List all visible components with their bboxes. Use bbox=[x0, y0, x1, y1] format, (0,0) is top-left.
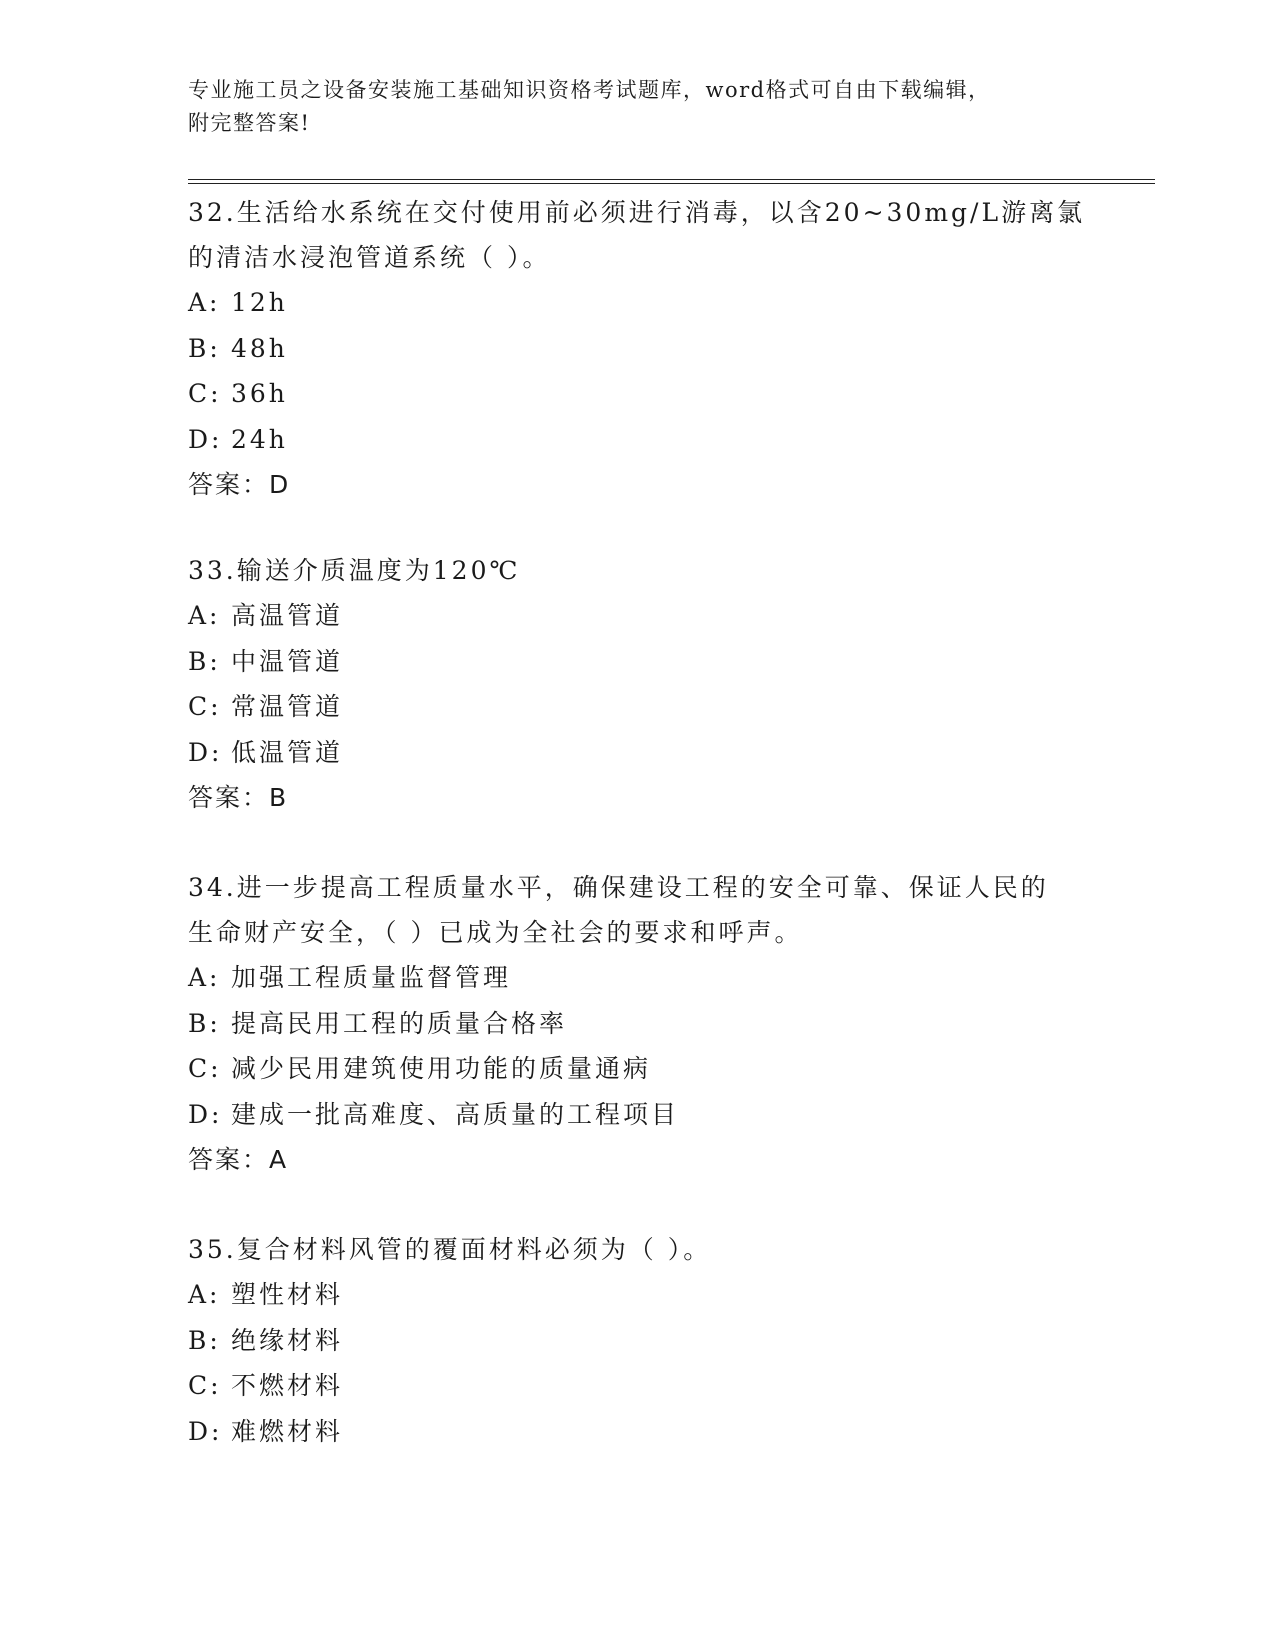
option-b bbox=[188, 1318, 1088, 1364]
option-text: 绝缘材料 bbox=[231, 1325, 344, 1355]
question-32 bbox=[188, 190, 1088, 507]
question-33 bbox=[188, 548, 1088, 820]
option-letter: B: bbox=[188, 1008, 221, 1038]
header-divider-bottom bbox=[188, 183, 1155, 184]
option-b bbox=[188, 639, 1088, 685]
question-34 bbox=[188, 865, 1088, 1182]
option-d bbox=[188, 1409, 1088, 1455]
option-text: 塑性材料 bbox=[231, 1280, 344, 1309]
option-text: 加强工程质量监督管理 bbox=[231, 963, 512, 992]
question-stem-line-2: 的清洁水浸泡管道系统（ ）。 bbox=[188, 243, 551, 272]
option-letter: C: bbox=[188, 1054, 222, 1083]
option-c bbox=[188, 371, 1088, 417]
option-d bbox=[188, 1092, 1088, 1138]
option-a bbox=[188, 955, 1088, 1001]
question-stem-line-1: 35.复合材料风管的覆面材料必须为（ ）。 bbox=[188, 1235, 712, 1264]
option-letter: A: bbox=[188, 963, 221, 992]
option-letter: D: bbox=[188, 424, 223, 454]
option-text: 不燃材料 bbox=[231, 1371, 344, 1400]
option-text: 减少民用建筑使用功能的质量通病 bbox=[231, 1054, 652, 1083]
option-b bbox=[188, 326, 1088, 372]
answer-text: 答案：B bbox=[188, 783, 289, 812]
question-35 bbox=[188, 1227, 1088, 1454]
option-letter: D: bbox=[188, 1416, 223, 1446]
option-letter: B: bbox=[188, 333, 221, 363]
option-text: 提高民用工程的质量合格率 bbox=[231, 1008, 568, 1038]
option-letter: C: bbox=[188, 692, 222, 721]
option-letter: A: bbox=[188, 601, 221, 630]
option-letter: B: bbox=[188, 646, 221, 676]
option-text: 48h bbox=[231, 333, 288, 363]
document-header bbox=[188, 74, 1088, 140]
option-text: 常温管道 bbox=[231, 692, 344, 721]
option-c bbox=[188, 684, 1088, 730]
option-text: 24h bbox=[231, 424, 288, 454]
question-stem-line-1: 34.进一步提高工程质量水平，确保建设工程的安全可靠、保证人民的 bbox=[188, 873, 1049, 902]
option-a bbox=[188, 1272, 1088, 1318]
option-letter: A: bbox=[188, 1280, 221, 1309]
option-d bbox=[188, 730, 1088, 776]
question-stem-line-1: 32.生活给水系统在交付使用前必须进行消毒，以含20~30mg/L游离氯 bbox=[188, 198, 1086, 227]
question-stem-line-2: 生命财产安全，（ ）已成为全社会的要求和呼声。 bbox=[188, 918, 803, 947]
option-letter: A: bbox=[188, 288, 221, 317]
option-text: 36h bbox=[231, 379, 288, 408]
option-text: 12h bbox=[231, 288, 288, 317]
option-b bbox=[188, 1001, 1088, 1047]
option-text: 中温管道 bbox=[231, 646, 344, 676]
option-c bbox=[188, 1046, 1088, 1092]
option-letter: B: bbox=[188, 1325, 221, 1355]
option-d bbox=[188, 417, 1088, 463]
option-c bbox=[188, 1363, 1088, 1409]
option-a bbox=[188, 593, 1088, 639]
option-text: 建成一批高难度、高质量的工程项目 bbox=[231, 1099, 680, 1129]
header-line-2: 附完整答案! bbox=[188, 111, 311, 135]
answer-text: 答案：A bbox=[188, 1145, 289, 1174]
option-text: 难燃材料 bbox=[231, 1416, 344, 1446]
answer-text: 答案：D bbox=[188, 470, 291, 499]
option-letter: C: bbox=[188, 1371, 222, 1400]
option-letter: D: bbox=[188, 737, 223, 767]
option-text: 低温管道 bbox=[231, 737, 344, 767]
option-letter: C: bbox=[188, 379, 222, 408]
option-text: 高温管道 bbox=[231, 601, 344, 630]
header-line-1: 专业施工员之设备安装施工基础知识资格考试题库，word格式可自由下载编辑， bbox=[188, 78, 991, 102]
option-a bbox=[188, 280, 1088, 326]
header-divider-top bbox=[188, 179, 1155, 180]
option-letter: D: bbox=[188, 1099, 223, 1129]
question-stem-line-1: 33.输送介质温度为120℃ bbox=[188, 556, 521, 585]
